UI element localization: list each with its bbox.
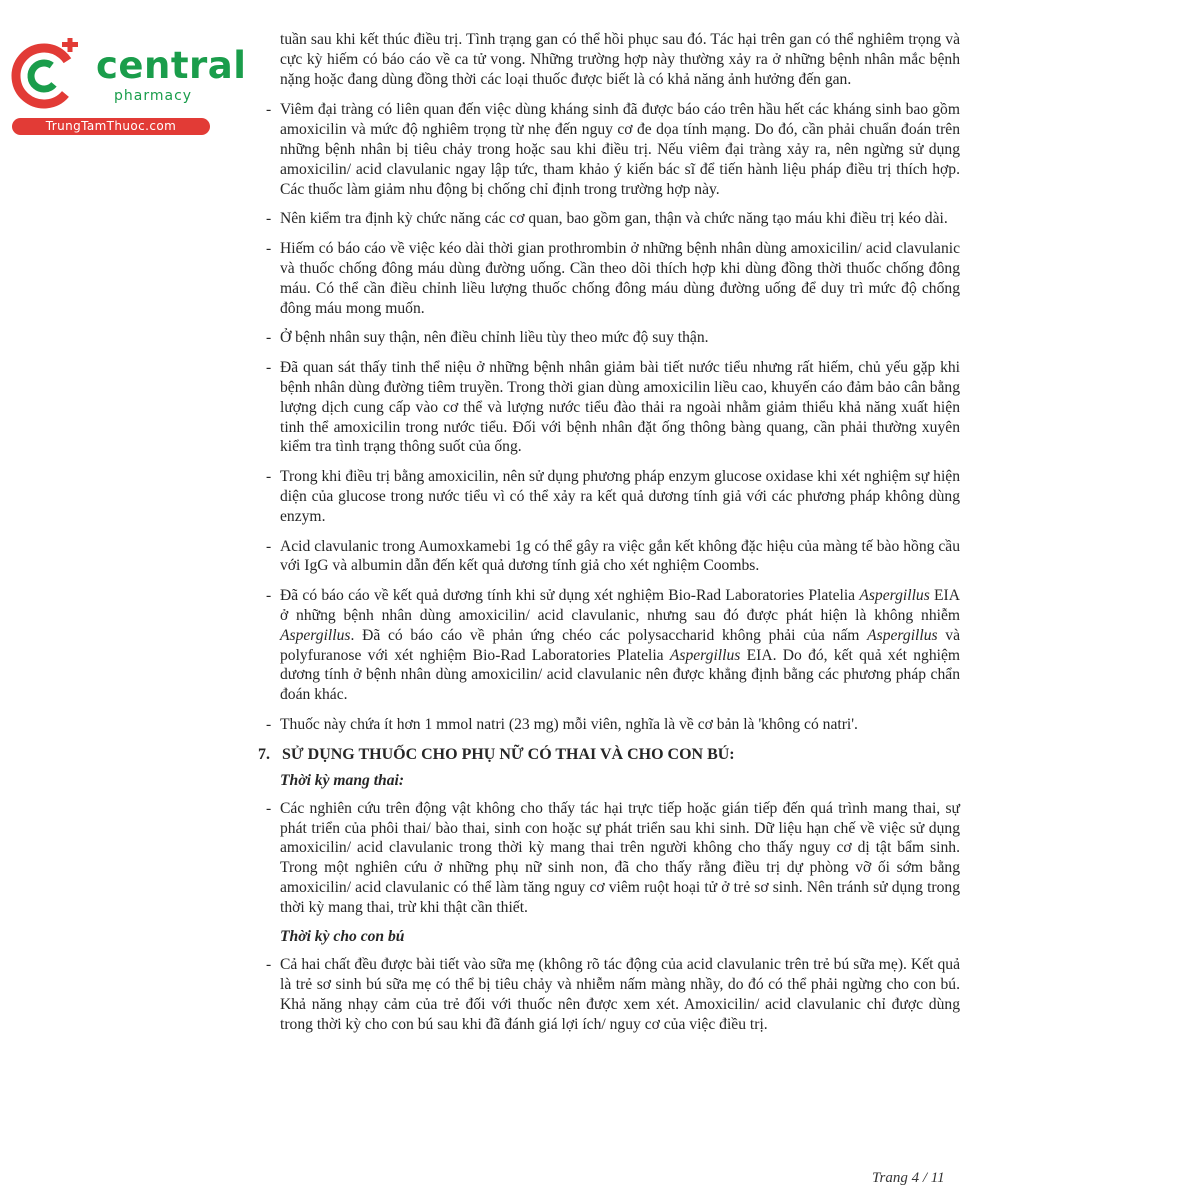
paragraph-text: Thuốc này chứa ít hơn 1 mmol natri (23 mg) mỗi viên, nghĩa là về cơ bản là 'không có natri'. bbox=[280, 715, 858, 733]
brand-logo bbox=[10, 36, 247, 136]
bullet-dash: - bbox=[266, 359, 272, 377]
central-pharmacy-logo-icon bbox=[10, 38, 82, 110]
list-item-prothrombin bbox=[258, 239, 960, 318]
logo-tagline: pharmacy bbox=[114, 88, 193, 104]
page-number: Trang 4 / 11 bbox=[872, 1170, 945, 1186]
paragraph-text: Cả hai chất đều được bài tiết vào sữa mẹ (không rõ tác động của acid clavulanic trên trẻ bú sữa mẹ). Kết quả là trẻ sơ sinh bú sữa mẹ có thể bị tiêu chảy và nhiễm nấm màng nhầy, do đó có thể phải ngừng cho con bú. Khả năng nhạy cảm của trẻ đối với thuốc nên được xem xét. Amoxicilin/ acid clavulanic chỉ được dùng trong thời kỳ cho con bú sau khi đã đánh giá lợi ích/ nguy cơ của việc điều trị. bbox=[280, 956, 960, 1033]
bullet-dash: - bbox=[266, 715, 272, 733]
paragraph-text: Ở bệnh nhân suy thận, nên điều chỉnh liều tùy theo mức độ suy thận. bbox=[280, 329, 709, 347]
text-run: EIA. Do đó, kết quả xét nghiệm dương tính ở bệnh nhân dùng amoxicilin/ acid clavulanic nên được khẳng định bằng các phương pháp chẩn đoán khác. bbox=[280, 646, 961, 704]
paragraph-liver-continued bbox=[258, 30, 960, 89]
text-run: Đã có báo cáo về kết quả dương tính khi sử dụng xét nghiệm Bio-Rad Laboratories Platelia bbox=[280, 587, 860, 605]
italic-term: Aspergillus bbox=[867, 626, 938, 644]
bullet-dash: - bbox=[266, 329, 272, 347]
list-item-crystalluria bbox=[258, 358, 960, 457]
bullet-dash: - bbox=[266, 240, 272, 258]
text-run: và polyfuranose với xét nghiệm Bio-Rad Laboratories Platelia bbox=[280, 626, 960, 664]
bullet-dash: - bbox=[266, 537, 272, 555]
bullet-dash: - bbox=[266, 210, 272, 228]
paragraph-text: Hiếm có báo cáo về việc kéo dài thời gian prothrombin ở những bệnh nhân dùng amoxicilin/ acid clavulanic và thuốc chống đông máu dùng đường uống. Cần theo dõi thích hợp khi dùng đồng thời thuốc chống đông máu. Có thể cần điều chỉnh liều lượng thuốc chống đông máu dùng đường uống để duy trì mức độ chống đông máu mong muốn. bbox=[280, 240, 960, 317]
paragraph-text: Acid clavulanic trong Aumoxkamebi 1g có thể gây ra việc gắn kết không đặc hiệu của màng tế bào hồng cầu với IgG và albumin dẫn đến kết quả dương tính giả cho xét nghiệm Coombs. bbox=[280, 537, 960, 575]
bullet-dash: - bbox=[266, 101, 272, 119]
paragraph-text: Nên kiểm tra định kỳ chức năng các cơ quan, bao gồm gan, thận và chức năng tạo máu khi điều trị kéo dài. bbox=[280, 210, 948, 228]
italic-term: Aspergillus bbox=[859, 587, 930, 605]
list-item-breastfeeding bbox=[258, 955, 960, 1034]
paragraph-text: Đã quan sát thấy tinh thể niệu ở những bệnh nhân giảm bài tiết nước tiểu nhưng rất hiếm, chủ yếu gặp khi bệnh nhân dùng đường tiêm truyền. Trong thời gian dùng amoxicilin liều cao, khuyến cáo đảm bảo cân bằng lượng dịch cung cấp vào cơ thể và lượng nước tiểu đào thải ra ngoài nhằm giảm thiểu khả năng xuất hiện tinh thể amoxicilin trong nước tiểu. Đối với bệnh nhân đặt ống thông bàng quang, cần phải thường xuyên kiểm tra tình trạng thông suốt của ống. bbox=[280, 359, 960, 456]
section-heading-7 bbox=[258, 745, 960, 765]
list-item-colitis bbox=[258, 100, 960, 199]
list-item-pregnancy bbox=[258, 799, 960, 918]
logo-site-banner: TrungTamThuoc.com bbox=[12, 118, 210, 135]
text-run: EIA ở những bệnh nhân dùng amoxicilin/ acid clavulanic, nhưng sau đó được phát hiện là không nhiễm bbox=[280, 587, 960, 624]
list-item-aspergillus bbox=[258, 586, 960, 705]
logo-brand-name: central bbox=[96, 44, 247, 87]
text-run: . Đã có báo cáo về phản ứng chéo các polysaccharid không phải của nấm bbox=[350, 626, 868, 644]
bullet-dash: - bbox=[266, 587, 272, 605]
bullet-dash: - bbox=[266, 956, 272, 974]
list-item-coombs bbox=[258, 537, 960, 577]
list-item-monitoring bbox=[258, 209, 960, 229]
bullet-dash: - bbox=[266, 468, 272, 486]
bullet-dash: - bbox=[266, 799, 272, 817]
section-number: 7. bbox=[258, 745, 270, 763]
list-item-renal bbox=[258, 328, 960, 348]
paragraph-text: Viêm đại tràng có liên quan đến việc dùng kháng sinh đã được báo cáo trên hầu hết các kháng sinh bao gồm amoxicilin và mức độ nghiêm trọng từ nhẹ đến nguy cơ đe dọa tính mạng. Do đó, cần phải chuẩn đoán trên những bệnh nhân bị tiêu chảy trong hoặc sau khi điều trị. Nếu viêm đại tràng xảy ra, nên ngừng sử dụng amoxicilin/ acid clavulanic ngay lập tức, tham khảo ý kiến bác sĩ để tiến hành liệu pháp điều trị thích hợp. Các thuốc làm giảm nhu động bị chống chỉ định trong trường hợp này. bbox=[280, 101, 960, 198]
section-title: SỬ DỤNG THUỐC CHO PHỤ NỮ CÓ THAI VÀ CHO CON BÚ: bbox=[282, 745, 735, 763]
subheading-breastfeeding: Thời kỳ cho con bú bbox=[280, 928, 405, 946]
paragraph-text: Các nghiên cứu trên động vật không cho thấy tác hại trực tiếp hoặc gián tiếp đến quá trình mang thai, sự phát triển của phôi thai/ bào thai, sinh con hoặc sự phát triển sau khi sinh. Dữ liệu hạn chế về việc sử dụng amoxicilin/ acid clavulanic trong thời kỳ mang thai trên người không cho thấy nguy cơ dị tật bẩm sinh. Trong một nghiên cứu ở những phụ nữ sinh non, đã cho thấy rằng điều trị dự phòng vỡ ối sớm bằng amoxicilin/ acid clavulanic có thể làm tăng nguy cơ viêm ruột hoại tử ở trẻ sơ sinh. Nên tránh sử dụng trong thời kỳ mang thai, trừ khi thật cần thiết. bbox=[280, 799, 960, 916]
paragraph-text: tuần sau khi kết thúc điều trị. Tình trạng gan có thể hồi phục sau đó. Tác hại trên gan có thể nghiêm trọng và cực kỳ hiếm có báo cáo về ca tử vong. Những trường hợp này thường xảy ra ở những bệnh nhân mắc bệnh nặng hoặc đang dùng đồng thời các loại thuốc được biết là có khả năng ảnh hưởng đến gan. bbox=[280, 31, 960, 88]
document-page bbox=[258, 30, 960, 1045]
paragraph-text: Trong khi điều trị bằng amoxicilin, nên sử dụng phương pháp enzym glucose oxidase khi xét nghiệm sự hiện diện của glucose trong nước tiểu vì có thể xảy ra kết quả dương tính giả với các phương pháp không dùng enzym. bbox=[280, 468, 960, 525]
italic-term: Aspergillus bbox=[669, 646, 741, 664]
list-item-glucose-test bbox=[258, 467, 960, 526]
list-item-sodium bbox=[258, 715, 960, 735]
subheading-pregnancy: Thời kỳ mang thai: bbox=[280, 771, 405, 789]
italic-term: Aspergillus bbox=[280, 626, 351, 644]
